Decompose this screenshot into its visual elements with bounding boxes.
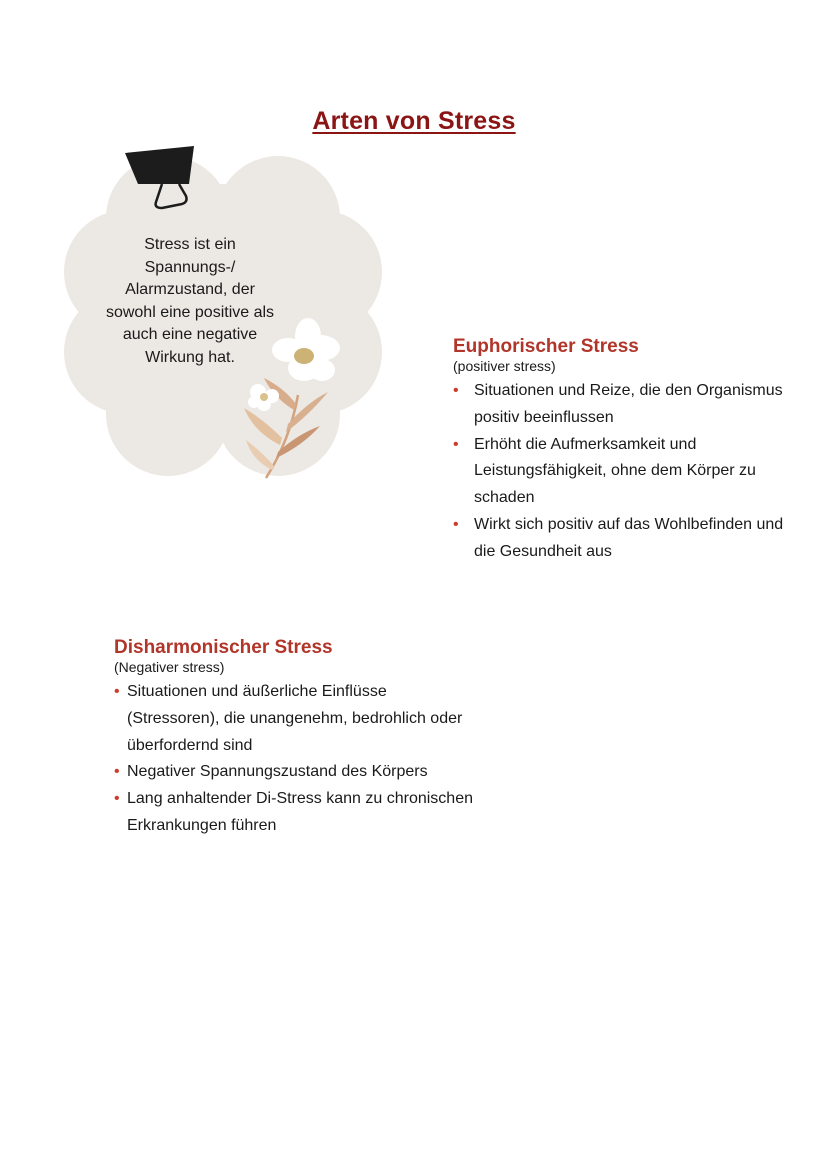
disharmonic-stress-subheading: (Negativer stress) (114, 659, 225, 675)
list-item: • Situationen und Reize, die den Organismus positiv beeinflussen (453, 378, 793, 432)
definition-text: Stress ist ein Spannungs-/ Alarmzustand, der sowohl eine positive als auch eine negative Wirkung hat. (105, 236, 275, 366)
euphoric-stress-subheading: (positiver stress) (453, 358, 556, 374)
disharmonic-stress-heading: Disharmonischer Stress (114, 637, 333, 658)
euphoric-stress-heading: Euphorischer Stress (453, 336, 639, 357)
disharmonic-stress-list (114, 679, 474, 840)
list-item: • Situationen und äußerliche Einflüsse (Stressoren), die unangenehm, bedrohlich oder überfordernd sind (114, 679, 474, 759)
euphoric-stress-section (453, 336, 793, 566)
page-title: Arten von Stress (312, 107, 516, 135)
list-item: • Negativer Spannungszustand des Körpers (114, 759, 474, 786)
list-item: • Erhöht die Aufmerksamkeit und Leistungsfähigkeit, ohne dem Körper zu schaden (453, 432, 793, 512)
list-item: • Wirkt sich positiv auf das Wohlbefinden und die Gesundheit aus (453, 512, 793, 566)
disharmonic-stress-section (114, 637, 474, 840)
euphoric-stress-list (453, 378, 793, 566)
list-item: • Lang anhaltender Di-Stress kann zu chronischen Erkrankungen führen (114, 786, 474, 840)
